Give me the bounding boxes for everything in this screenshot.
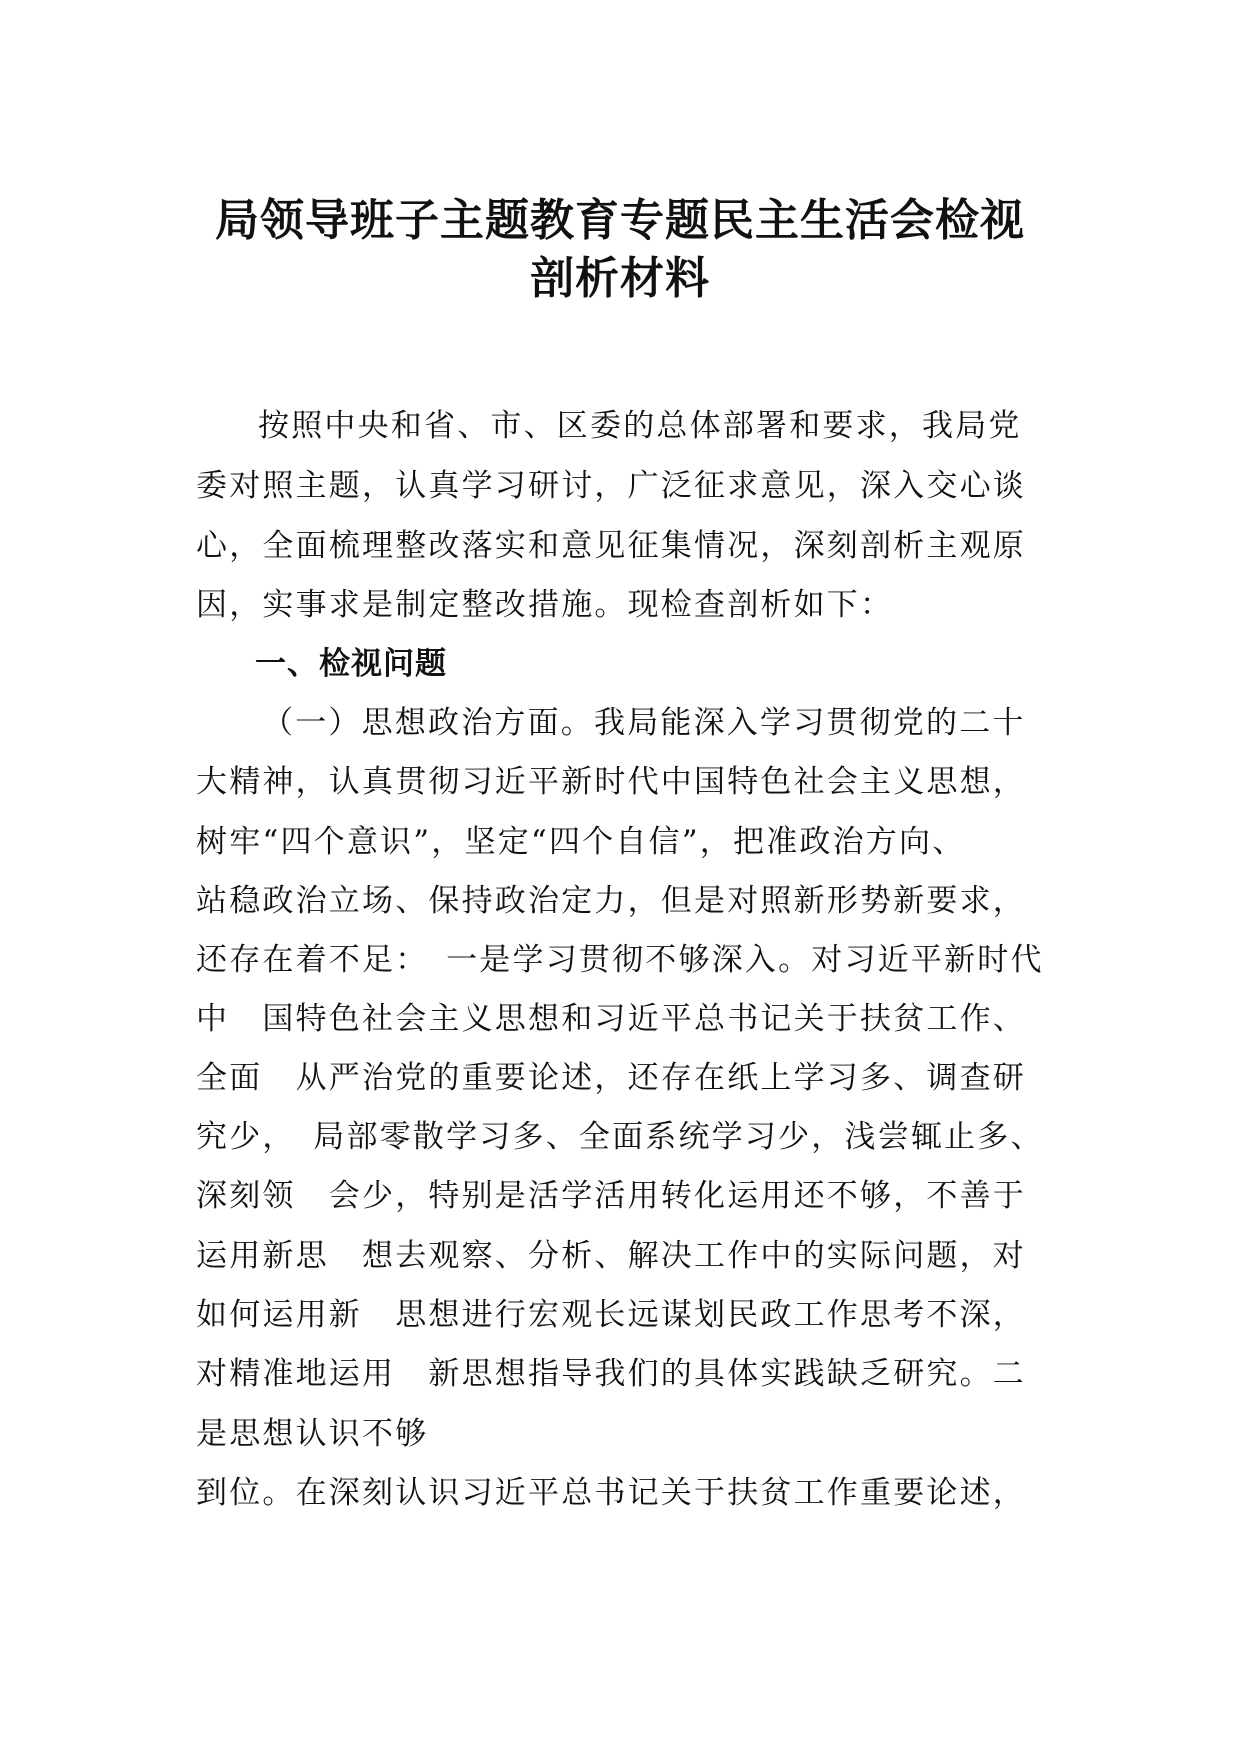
body-line: 如何运用新 思想进行宏观长远谋划民政工作思考不深， bbox=[196, 1297, 1026, 1333]
body-line: 全面 从严治党的重要论述，还存在纸上学习多、调查研 bbox=[196, 1060, 1026, 1096]
body-line: 运用新思 想去观察、分析、解决工作中的实际问题，对 bbox=[196, 1238, 1026, 1274]
title-line-2: 剖析材料 bbox=[530, 253, 710, 304]
body-line: 按照中央和省、市、区委的总体部署和要求，我局党 bbox=[258, 408, 1022, 444]
body-line: （一）思想政治方面。我局能深入学习贯彻党的二十 bbox=[262, 705, 1026, 741]
body-line: 还存在着不足： 一是学习贯彻不够深入。对习近平新时代 bbox=[196, 942, 1044, 978]
body-line: 树牢“四个意识”，坚定“四个自信”，把准政治方向、 bbox=[196, 824, 966, 860]
body-line: 大精神，认真贯彻习近平新时代中国特色社会主义思想， bbox=[196, 764, 1026, 800]
document-title bbox=[150, 192, 1090, 308]
body-line: 因，实事求是制定整改措施。现检查剖析如下： bbox=[196, 587, 894, 623]
body-line: 心，全面梳理整改落实和意见征集情况，深刻剖析主观原 bbox=[196, 528, 1026, 564]
body-line: 委对照主题，认真学习研讨，广泛征求意见，深入交心谈 bbox=[196, 468, 1026, 504]
body-line: 对精准地运用 新思想指导我们的具体实践缺乏研究。二 bbox=[196, 1356, 1026, 1392]
body-line: 是思想认识不够 bbox=[196, 1416, 429, 1452]
body-line: 到位。在深刻认识习近平总书记关于扶贫工作重要论述， bbox=[196, 1475, 1026, 1511]
body-line: 站稳政治立场、保持政治定力，但是对照新形势新要求， bbox=[196, 883, 1026, 919]
body-line: 究少， 局部零散学习多、全面系统学习少，浅尝辄止多、 bbox=[196, 1119, 1044, 1155]
title-line-1: 局领导班子主题教育专题民主生活会检视 bbox=[215, 195, 1025, 246]
body-line: 深刻领 会少，特别是活学活用转化运用还不够，不善于 bbox=[196, 1178, 1026, 1214]
section-heading: 一、检视问题 bbox=[255, 646, 447, 682]
body-line: 中 国特色社会主义思想和习近平总书记关于扶贫工作、 bbox=[196, 1001, 1026, 1037]
